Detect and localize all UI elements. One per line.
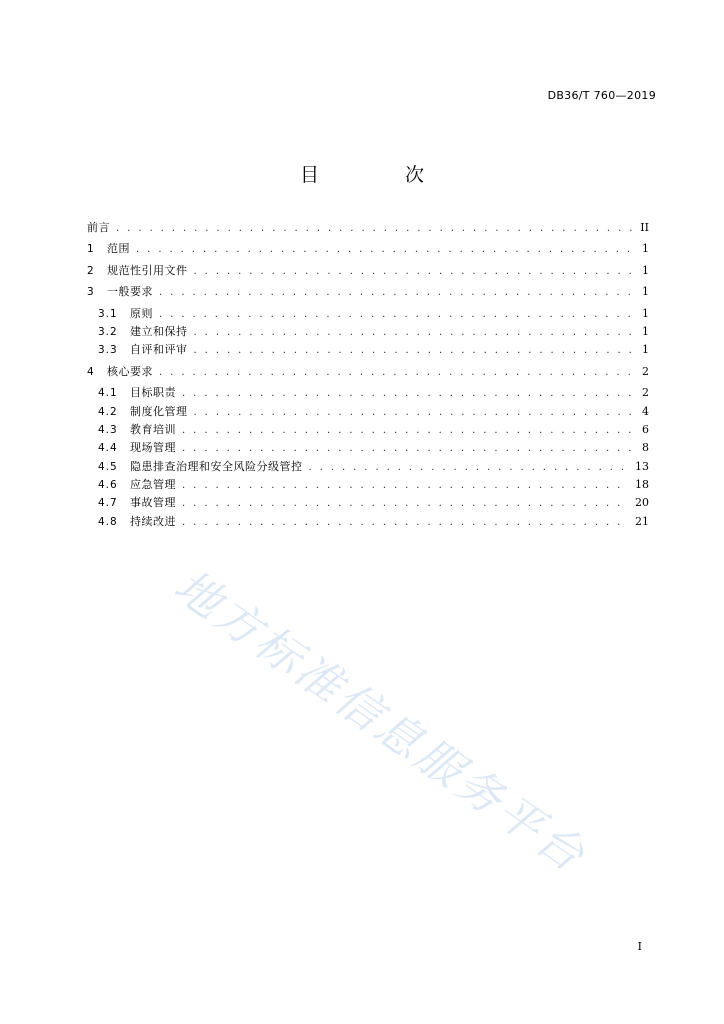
toc-entry-objectives-responsibilities[interactable] [87,384,649,402]
dot-leader [182,385,636,403]
toc-entry-label: 教育培训 [130,422,176,436]
toc-entry-self-assessment[interactable] [87,341,649,359]
page-number: I [637,940,642,953]
toc-title: 目 次 [299,164,465,186]
toc-entry-page: 1 [642,306,649,320]
toc-entry-continuous-improvement[interactable] [87,513,649,531]
toc-entry-number: 3.1 [98,307,118,320]
dot-leader [309,459,630,477]
dot-leader [194,342,637,360]
toc-entry-label: 一般要求 [107,285,153,299]
toc-entry-establish-maintain[interactable] [87,323,649,341]
toc-entry-page: 20 [635,496,649,510]
toc-entry-number: 4 [87,365,95,378]
toc-entry-scope[interactable] [87,240,649,258]
toc-entry-label: 持续改进 [130,514,176,528]
toc-entry-number: 4.7 [98,497,118,510]
document-code: DB36/T 760—2019 [547,89,656,102]
toc-entry-page: 4 [642,404,649,418]
dot-leader [116,220,634,238]
toc-entry-general-requirements[interactable] [87,283,649,301]
toc-entry-institutional-management[interactable] [87,403,649,421]
dot-leader [194,324,637,342]
toc-entry-label: 建立和保持 [130,324,188,338]
toc-entry-number: 4.4 [98,442,118,455]
toc-entry-number: 1 [87,243,95,256]
toc-entry-number: 3 [87,286,95,299]
toc-entry-number: 3.3 [98,344,118,357]
toc-entry-label: 核心要求 [107,364,153,378]
toc-entry-accident-management[interactable] [87,494,649,512]
table-of-contents [87,219,649,531]
toc-entry-label: 事故管理 [130,496,176,510]
toc-entry-page: 1 [642,324,649,338]
toc-entry-foreword[interactable] [87,219,649,237]
toc-entry-page: 13 [635,459,649,473]
toc-entry-core-requirements[interactable] [87,363,649,381]
toc-entry-number: 4.8 [98,515,118,528]
toc-entry-number: 2 [87,264,95,277]
toc-entry-number: 4.5 [98,460,118,473]
toc-entry-label: 前言 [87,221,110,234]
dot-leader [136,241,636,259]
toc-entry-label: 隐患排查治理和安全风险分级管控 [130,459,303,473]
toc-entry-page: 8 [642,441,649,455]
toc-entry-site-management[interactable] [87,439,649,457]
dot-leader [159,306,636,324]
toc-entry-label: 现场管理 [130,441,176,455]
toc-entry-page: 1 [642,242,649,256]
toc-entry-label: 规范性引用文件 [107,263,188,277]
dot-leader [194,263,637,281]
dot-leader [182,514,629,532]
toc-entry-page: 21 [635,514,649,528]
dot-leader [182,477,629,495]
toc-entry-page: II [640,221,649,234]
dot-leader [182,440,636,458]
toc-entry-hazard-risk-control[interactable] [87,458,649,476]
toc-entry-page: 6 [642,422,649,436]
toc-entry-page: 18 [635,478,649,492]
toc-entry-page: 2 [642,364,649,378]
toc-entry-normative-references[interactable] [87,262,649,280]
toc-entry-label: 范围 [107,242,130,256]
toc-entry-number: 4.6 [98,479,118,492]
toc-entry-page: 2 [642,386,649,400]
toc-entry-page: 1 [642,263,649,277]
dot-leader [159,284,636,302]
dot-leader [182,422,636,440]
dot-leader [182,495,629,513]
toc-entry-label: 应急管理 [130,478,176,492]
toc-entry-number: 3.2 [98,325,118,338]
toc-entry-label: 自评和评审 [130,343,188,357]
toc-entry-education-training[interactable] [87,421,649,439]
toc-entry-label: 原则 [130,306,153,320]
toc-entry-page: 1 [642,343,649,357]
toc-entry-principles[interactable] [87,305,649,323]
toc-entry-number: 4.2 [98,405,118,418]
toc-entry-label: 目标职责 [130,386,176,400]
toc-entry-emergency-management[interactable] [87,476,649,494]
dot-leader [194,404,637,422]
watermark-text: 地方标准信息服务平台 [164,559,597,884]
toc-entry-label: 制度化管理 [130,404,188,418]
dot-leader [159,364,636,382]
toc-entry-page: 1 [642,285,649,299]
toc-entry-number: 4.3 [98,423,118,436]
toc-entry-number: 4.1 [98,387,118,400]
